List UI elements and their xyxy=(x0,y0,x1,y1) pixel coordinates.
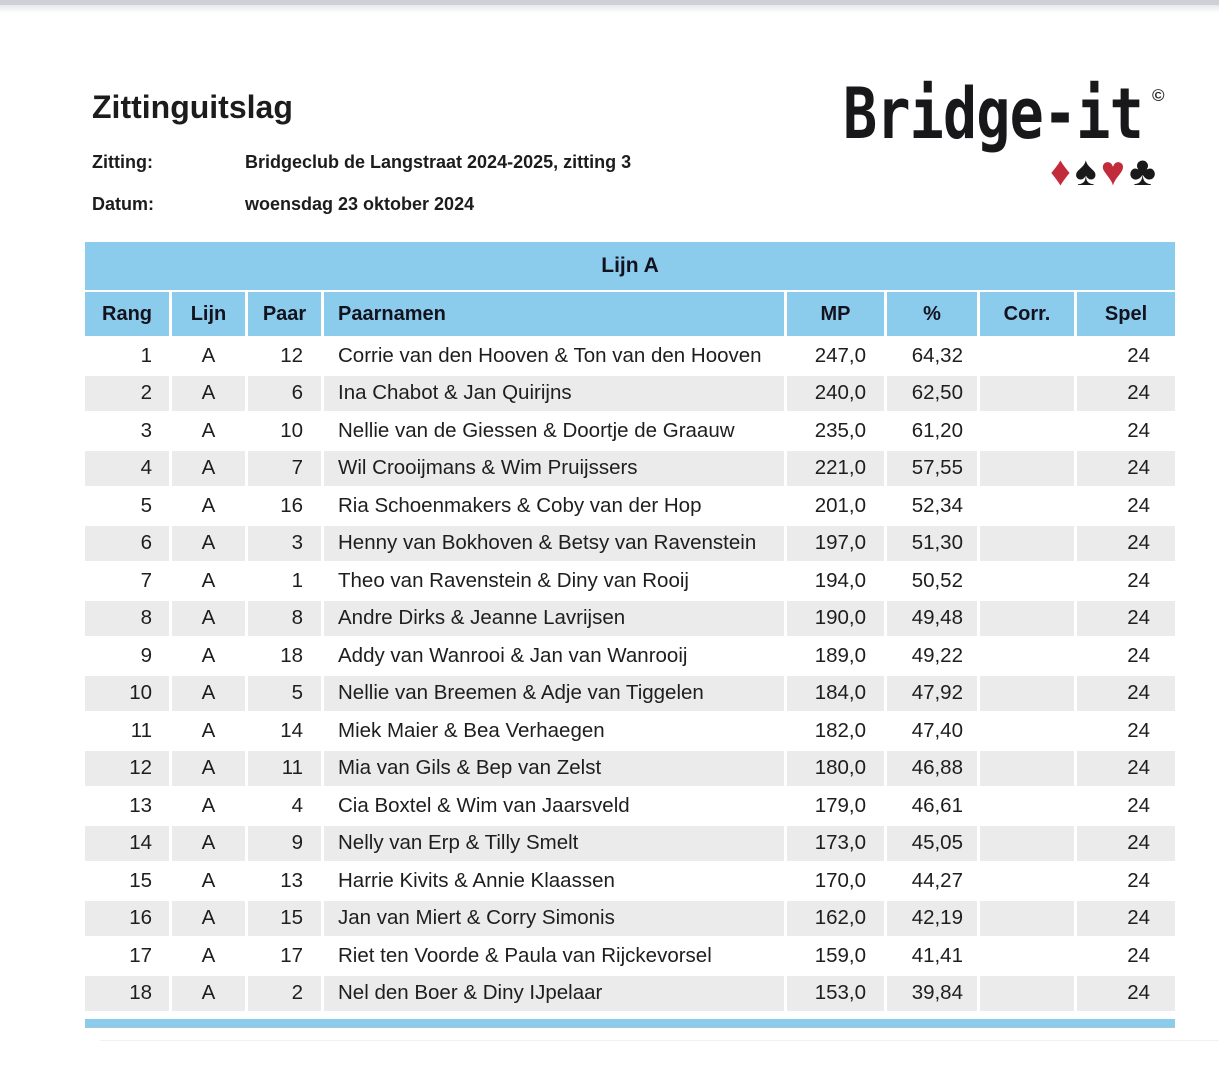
cell-percent: 47,40 xyxy=(887,713,977,749)
cell-paarnamen: Ina Chabot & Jan Quirijns xyxy=(324,376,784,412)
cell-rang: 10 xyxy=(85,676,169,712)
cell-spel: 24 xyxy=(1077,338,1175,374)
cell-corr xyxy=(980,676,1074,712)
cell-percent: 57,55 xyxy=(887,451,977,487)
table-row xyxy=(85,938,1175,974)
column-header-spel: Spel xyxy=(1077,292,1175,336)
cell-rang: 1 xyxy=(85,338,169,374)
cell-paar: 15 xyxy=(248,901,321,937)
window-top-edge xyxy=(0,0,1219,5)
cell-paarnamen: Riet ten Voorde & Paula van Rijckevorsel xyxy=(324,938,784,974)
cell-percent: 49,48 xyxy=(887,601,977,637)
cell-spel: 24 xyxy=(1077,451,1175,487)
cell-spel: 24 xyxy=(1077,488,1175,524)
table-row xyxy=(85,526,1175,562)
cell-paar: 13 xyxy=(248,863,321,899)
cell-corr xyxy=(980,938,1074,974)
bridge-it-logo-wordmark: Bridge-it xyxy=(843,73,1143,155)
cell-spel: 24 xyxy=(1077,751,1175,787)
cell-lijn: A xyxy=(172,676,245,712)
line-header-row xyxy=(85,242,1175,290)
page-title: Zittinguitslag xyxy=(92,89,293,125)
cell-lijn: A xyxy=(172,563,245,599)
cell-rang: 18 xyxy=(85,976,169,1012)
cell-mp: 240,0 xyxy=(787,376,884,412)
table-row xyxy=(85,751,1175,787)
cell-paar: 14 xyxy=(248,713,321,749)
cell-mp: 173,0 xyxy=(787,826,884,862)
cell-mp: 162,0 xyxy=(787,901,884,937)
cell-rang: 11 xyxy=(85,713,169,749)
cell-lijn: A xyxy=(172,788,245,824)
results-tbody xyxy=(85,338,1175,1011)
cell-paarnamen: Henny van Bokhoven & Betsy van Ravenstein xyxy=(324,526,784,562)
cell-paar: 8 xyxy=(248,601,321,637)
cell-percent: 62,50 xyxy=(887,376,977,412)
cell-percent: 47,92 xyxy=(887,676,977,712)
cell-lijn: A xyxy=(172,863,245,899)
cell-paar: 6 xyxy=(248,376,321,412)
cell-percent: 49,22 xyxy=(887,638,977,674)
table-row xyxy=(85,676,1175,712)
cell-lijn: A xyxy=(172,938,245,974)
cell-paarnamen: Nellie van Breemen & Adje van Tiggelen xyxy=(324,676,784,712)
cell-lijn: A xyxy=(172,526,245,562)
cell-corr xyxy=(980,376,1074,412)
table-row xyxy=(85,713,1175,749)
cell-lijn: A xyxy=(172,488,245,524)
cell-paarnamen: Jan van Miert & Corry Simonis xyxy=(324,901,784,937)
cell-paar: 7 xyxy=(248,451,321,487)
cell-corr xyxy=(980,338,1074,374)
cell-paarnamen: Corrie van den Hooven & Ton van den Hooven xyxy=(324,338,784,374)
cell-rang: 15 xyxy=(85,863,169,899)
cell-mp: 194,0 xyxy=(787,563,884,599)
cell-lijn: A xyxy=(172,638,245,674)
cell-mp: 182,0 xyxy=(787,713,884,749)
cell-mp: 190,0 xyxy=(787,601,884,637)
cell-paarnamen: Cia Boxtel & Wim van Jaarsveld xyxy=(324,788,784,824)
date-label: Datum: xyxy=(92,194,154,214)
cell-lijn: A xyxy=(172,601,245,637)
cell-mp: 179,0 xyxy=(787,788,884,824)
cell-lijn: A xyxy=(172,413,245,449)
cell-corr xyxy=(980,601,1074,637)
table-row xyxy=(85,788,1175,824)
column-header-paar: Paar xyxy=(248,292,321,336)
cell-corr xyxy=(980,788,1074,824)
cell-percent: 52,34 xyxy=(887,488,977,524)
table-row xyxy=(85,376,1175,412)
cell-mp: 201,0 xyxy=(787,488,884,524)
cell-rang: 13 xyxy=(85,788,169,824)
cell-spel: 24 xyxy=(1077,638,1175,674)
cell-rang: 7 xyxy=(85,563,169,599)
cell-mp: 153,0 xyxy=(787,976,884,1012)
table-row xyxy=(85,826,1175,862)
cell-lijn: A xyxy=(172,751,245,787)
table-row xyxy=(85,338,1175,374)
cell-corr xyxy=(980,638,1074,674)
table-row xyxy=(85,488,1175,524)
table-row xyxy=(85,601,1175,637)
cell-rang: 14 xyxy=(85,826,169,862)
cell-paarnamen: Addy van Wanrooi & Jan van Wanrooij xyxy=(324,638,784,674)
table-row xyxy=(85,638,1175,674)
cell-percent: 39,84 xyxy=(887,976,977,1012)
cell-mp: 189,0 xyxy=(787,638,884,674)
cell-rang: 9 xyxy=(85,638,169,674)
cell-spel: 24 xyxy=(1077,863,1175,899)
cell-paarnamen: Mia van Gils & Bep van Zelst xyxy=(324,751,784,787)
cell-paarnamen: Harrie Kivits & Annie Klaassen xyxy=(324,863,784,899)
cell-spel: 24 xyxy=(1077,713,1175,749)
table-footer-bar xyxy=(85,1019,1175,1027)
cell-spel: 24 xyxy=(1077,826,1175,862)
cell-lijn: A xyxy=(172,338,245,374)
cell-paarnamen: Nellie van de Giessen & Doortje de Graauw xyxy=(324,413,784,449)
cell-mp: 170,0 xyxy=(787,863,884,899)
cell-paar: 1 xyxy=(248,563,321,599)
card-suits-row xyxy=(1000,148,1160,194)
cell-rang: 16 xyxy=(85,901,169,937)
cell-corr xyxy=(980,451,1074,487)
table-row xyxy=(85,863,1175,899)
cell-corr xyxy=(980,413,1074,449)
results-table xyxy=(82,240,1178,1013)
cell-spel: 24 xyxy=(1077,976,1175,1012)
cell-mp: 235,0 xyxy=(787,413,884,449)
cell-spel: 24 xyxy=(1077,601,1175,637)
cell-rang: 2 xyxy=(85,376,169,412)
cell-paar: 10 xyxy=(248,413,321,449)
cell-paar: 2 xyxy=(248,976,321,1012)
cell-rang: 17 xyxy=(85,938,169,974)
cell-paarnamen: Ria Schoenmakers & Coby van der Hop xyxy=(324,488,784,524)
cell-spel: 24 xyxy=(1077,901,1175,937)
column-header-corr: Corr. xyxy=(980,292,1074,336)
cell-paarnamen: Theo van Ravenstein & Diny van Rooij xyxy=(324,563,784,599)
cell-percent: 44,27 xyxy=(887,863,977,899)
cell-mp: 184,0 xyxy=(787,676,884,712)
diamond-suit-icon: ♦ xyxy=(1050,148,1075,194)
cell-spel: 24 xyxy=(1077,788,1175,824)
lijn-a-band: Lijn A xyxy=(85,242,1175,290)
column-header-rang: Rang xyxy=(85,292,169,336)
cell-paar: 3 xyxy=(248,526,321,562)
cell-percent: 61,20 xyxy=(887,413,977,449)
cell-corr xyxy=(980,526,1074,562)
cell-lijn: A xyxy=(172,976,245,1012)
cell-percent: 46,88 xyxy=(887,751,977,787)
cell-corr xyxy=(980,863,1074,899)
cell-mp: 221,0 xyxy=(787,451,884,487)
table-row xyxy=(85,563,1175,599)
cell-paar: 17 xyxy=(248,938,321,974)
cell-percent: 46,61 xyxy=(887,788,977,824)
cell-corr xyxy=(980,901,1074,937)
cell-lijn: A xyxy=(172,713,245,749)
table-row xyxy=(85,413,1175,449)
cell-corr xyxy=(980,713,1074,749)
cell-percent: 41,41 xyxy=(887,938,977,974)
cell-paarnamen: Wil Crooijmans & Wim Pruijssers xyxy=(324,451,784,487)
cell-spel: 24 xyxy=(1077,376,1175,412)
cell-paarnamen: Nelly van Erp & Tilly Smelt xyxy=(324,826,784,862)
copyright-icon: © xyxy=(1152,86,1165,105)
page-fold-line xyxy=(100,1040,1219,1041)
cell-paar: 5 xyxy=(248,676,321,712)
cell-paarnamen: Miek Maier & Bea Verhaegen xyxy=(324,713,784,749)
date-value: woensdag 23 oktober 2024 xyxy=(245,194,475,214)
cell-lijn: A xyxy=(172,901,245,937)
cell-percent: 51,30 xyxy=(887,526,977,562)
column-header-mp: MP xyxy=(787,292,884,336)
cell-percent: 64,32 xyxy=(887,338,977,374)
cell-mp: 180,0 xyxy=(787,751,884,787)
cell-corr xyxy=(980,826,1074,862)
cell-spel: 24 xyxy=(1077,526,1175,562)
cell-corr xyxy=(980,976,1074,1012)
cell-rang: 4 xyxy=(85,451,169,487)
cell-paar: 4 xyxy=(248,788,321,824)
cell-spel: 24 xyxy=(1077,413,1175,449)
column-header-row xyxy=(85,292,1175,336)
cell-percent: 45,05 xyxy=(887,826,977,862)
cell-paar: 18 xyxy=(248,638,321,674)
cell-lijn: A xyxy=(172,826,245,862)
table-row xyxy=(85,451,1175,487)
cell-spel: 24 xyxy=(1077,563,1175,599)
cell-rang: 3 xyxy=(85,413,169,449)
club-suit-icon: ♣ xyxy=(1129,148,1160,194)
cell-percent: 50,52 xyxy=(887,563,977,599)
cell-mp: 247,0 xyxy=(787,338,884,374)
cell-paar: 16 xyxy=(248,488,321,524)
cell-mp: 159,0 xyxy=(787,938,884,974)
cell-corr xyxy=(980,751,1074,787)
cell-paar: 9 xyxy=(248,826,321,862)
cell-paarnamen: Nel den Boer & Diny IJpelaar xyxy=(324,976,784,1012)
column-header-paarnamen: Paarnamen xyxy=(324,292,784,336)
column-header-lijn: Lijn xyxy=(172,292,245,336)
cell-corr xyxy=(980,563,1074,599)
cell-spel: 24 xyxy=(1077,938,1175,974)
cell-rang: 12 xyxy=(85,751,169,787)
session-label: Zitting: xyxy=(92,152,153,172)
spade-suit-icon: ♠ xyxy=(1074,148,1101,194)
cell-paar: 11 xyxy=(248,751,321,787)
cell-mp: 197,0 xyxy=(787,526,884,562)
column-header-percent: % xyxy=(887,292,977,336)
cell-spel: 24 xyxy=(1077,676,1175,712)
cell-corr xyxy=(980,488,1074,524)
cell-rang: 5 xyxy=(85,488,169,524)
heart-suit-icon: ♥ xyxy=(1100,148,1130,194)
cell-rang: 8 xyxy=(85,601,169,637)
table-row xyxy=(85,901,1175,937)
cell-rang: 6 xyxy=(85,526,169,562)
cell-lijn: A xyxy=(172,376,245,412)
cell-paar: 12 xyxy=(248,338,321,374)
cell-paarnamen: Andre Dirks & Jeanne Lavrijsen xyxy=(324,601,784,637)
cell-percent: 42,19 xyxy=(887,901,977,937)
table-row xyxy=(85,976,1175,1012)
session-value: Bridgeclub de Langstraat 2024-2025, zitting 3 xyxy=(245,152,632,172)
cell-lijn: A xyxy=(172,451,245,487)
